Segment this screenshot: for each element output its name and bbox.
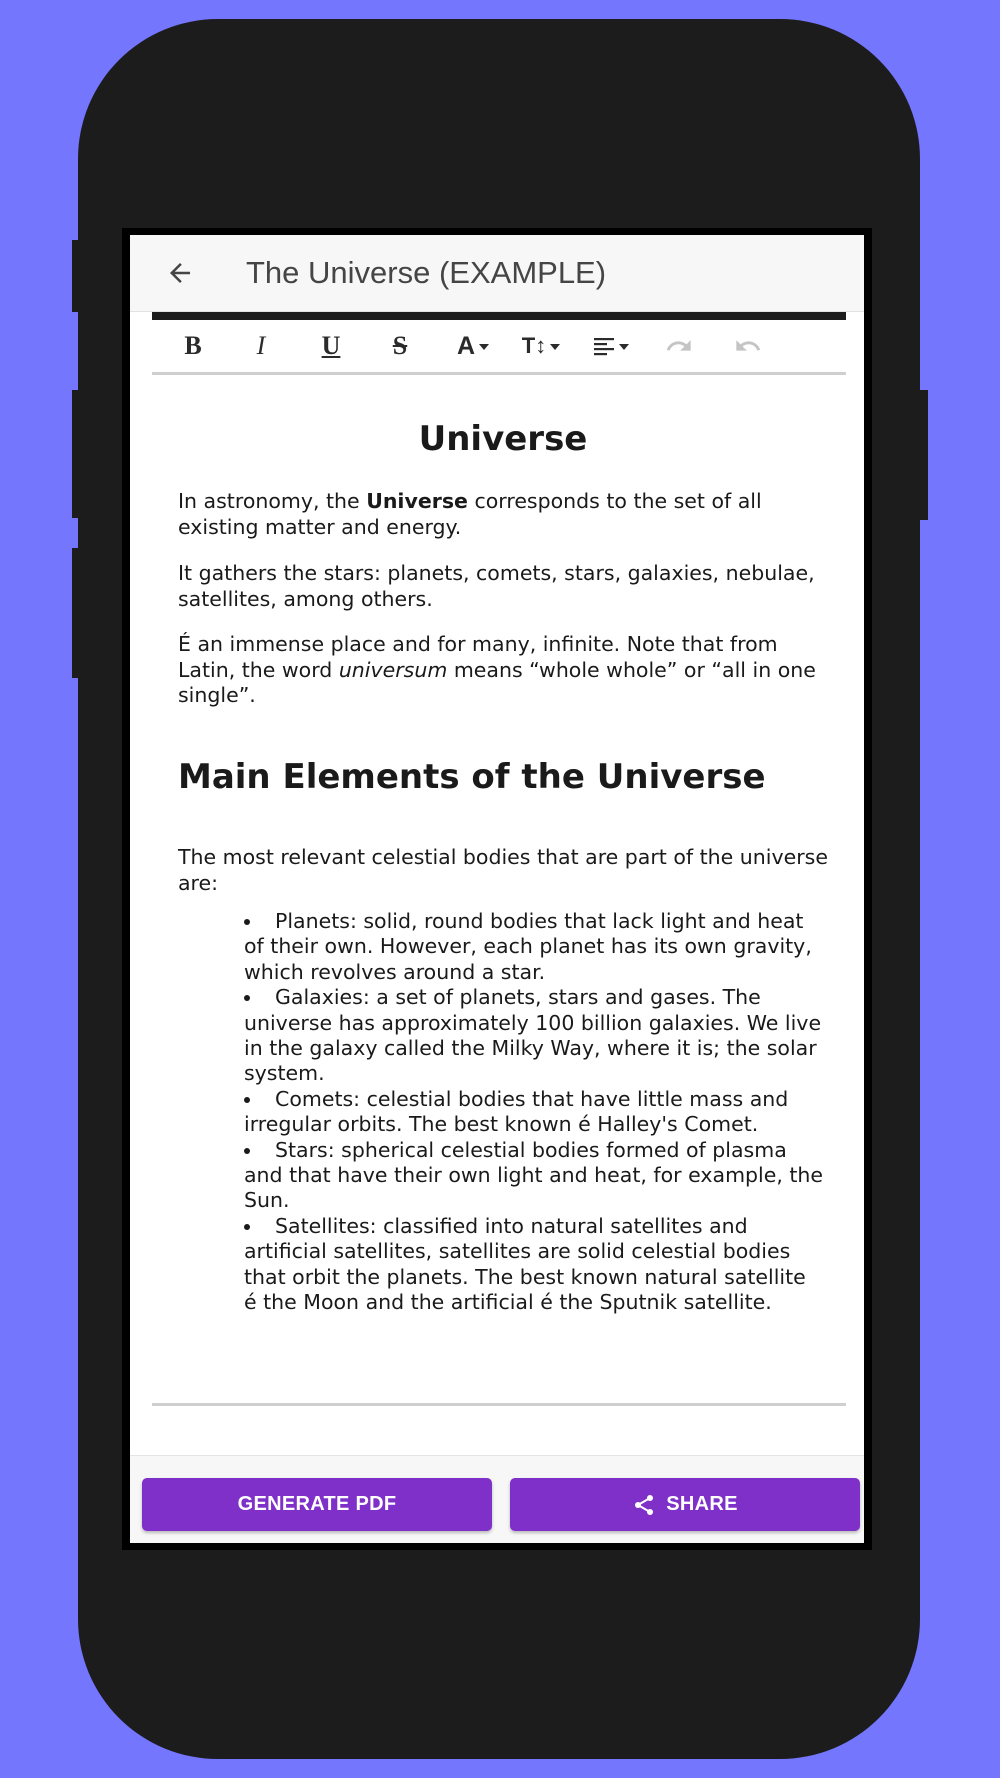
- list-item: Stars: spherical celestial bodies formed of plasma and that have their own light and heat, for example, the Sun.: [244, 1137, 824, 1213]
- text-size-icon: T↕: [521, 333, 547, 358]
- list-item: Galaxies: a set of planets, stars and gases. The universe has approximately 100 billion galaxies. We live in the galaxy called the Milky Way, where it is; the solar system.: [244, 985, 824, 1087]
- toolbar-top-border: [152, 312, 846, 320]
- arrow-back-icon: [165, 258, 195, 288]
- paragraph-intro: [178, 489, 828, 540]
- italic-icon: I: [256, 331, 266, 360]
- italic-button[interactable]: [244, 328, 278, 364]
- generate-pdf-button[interactable]: [142, 1478, 492, 1531]
- strikethrough-button[interactable]: [383, 328, 417, 364]
- paragraph-celestial: The most relevant celestial bodies that are part of the universe are:: [178, 845, 828, 895]
- italic-text: universum: [338, 657, 448, 682]
- bottom-action-bar: [130, 1455, 864, 1543]
- chevron-down-icon: [619, 344, 629, 350]
- chevron-down-icon: [479, 344, 489, 350]
- formatting-toolbar: [152, 320, 846, 375]
- list-item: Planets: solid, round bodies that lack light and heat of their own. However, each planet has its own gravity, which revolves around a star.: [244, 909, 824, 985]
- bold-icon: B: [184, 331, 202, 360]
- underline-button[interactable]: [314, 328, 348, 364]
- list-item: Comets: celestial bodies that have little mass and irregular orbits. The best known é Halley's Comet.: [244, 1087, 824, 1138]
- share-icon: [632, 1493, 656, 1517]
- bold-text: Universe: [366, 489, 468, 513]
- page-title: The Universe (EXAMPLE): [246, 255, 607, 290]
- text-color-icon: A: [456, 331, 476, 360]
- app-screen: [130, 235, 864, 1543]
- paragraph-text: corresponds to the set of all existing matter and energy.: [178, 489, 762, 539]
- strikethrough-icon: S: [392, 331, 408, 360]
- share-label: SHARE: [666, 1493, 738, 1515]
- redo-icon: [734, 332, 762, 360]
- paragraph-text: É an immense place and for many, infinite. Note that from Latin, the word: [178, 632, 778, 682]
- paragraph-latin: [178, 632, 828, 709]
- paragraph-text: In astronomy, the: [178, 489, 367, 513]
- bold-button[interactable]: [176, 328, 210, 364]
- text-color-button[interactable]: [448, 328, 498, 364]
- app-bar: [130, 235, 864, 312]
- underline-icon: U: [321, 331, 341, 360]
- section-heading: Main Elements of the Universe: [178, 757, 766, 797]
- paragraph-stars: It gathers the stars: planets, comets, stars, galaxies, nebulae, satellites, among others.: [178, 561, 815, 611]
- text-size-button[interactable]: [516, 328, 566, 364]
- paragraph-text: means “whole whole” or “all in one single”.: [178, 657, 816, 707]
- back-button[interactable]: [160, 253, 200, 293]
- redo-button[interactable]: [731, 328, 765, 364]
- generate-pdf-label: GENERATE PDF: [237, 1493, 397, 1515]
- document-title: Universe: [418, 419, 588, 459]
- align-button[interactable]: [586, 328, 636, 364]
- undo-button[interactable]: [662, 328, 696, 364]
- celestial-bodies-list: [244, 909, 824, 1316]
- rich-text-editor[interactable]: [152, 375, 846, 1406]
- share-button[interactable]: [510, 1478, 860, 1531]
- undo-icon: [665, 332, 693, 360]
- chevron-down-icon: [550, 344, 560, 350]
- list-item: Satellites: classified into natural satellites and artificial satellites, satellites are solid celestial bodies that orbit the planets. The best known natural satellite é the Moon and the artificial é the Sputnik satellite.: [244, 1214, 824, 1316]
- align-icon: [593, 335, 615, 357]
